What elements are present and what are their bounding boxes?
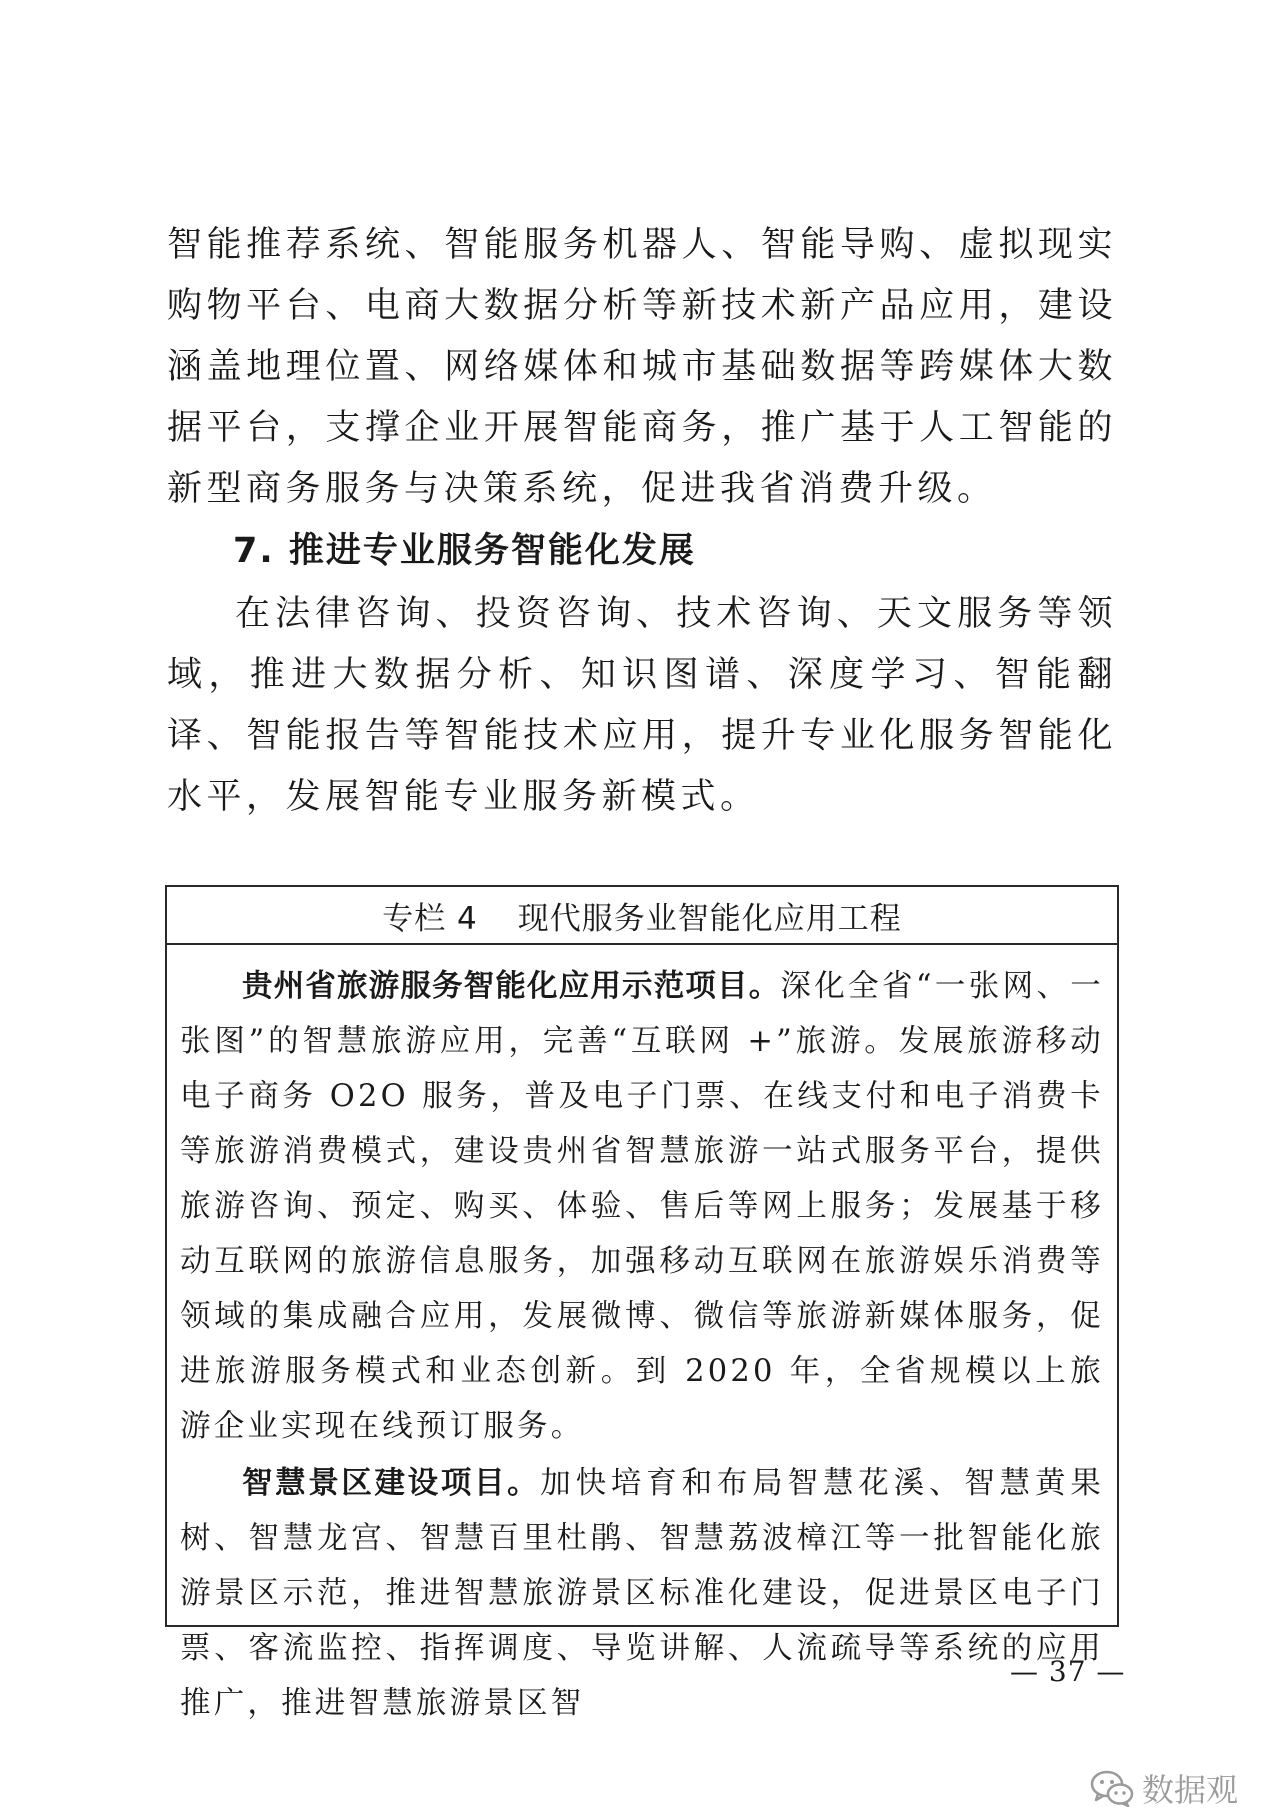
column-title-text: 现代服务业智能化应用工程 (517, 900, 902, 937)
watermark (1090, 1765, 1238, 1811)
paragraph-consumption: 智能推荐系统、智能服务机器人、智能导购、虚拟现实购物平台、电商大数据分析等新技术新产品应用，建设涵盖地理位置、网络媒体和城市基础数据等跨媒体大数据平台，支撑企业开展智能商务，推广基于人工智能的新型商务服务与决策系统，促进我省消费升级。 (167, 225, 1117, 509)
tourism-project-paragraph (180, 959, 1104, 1454)
tourism-project-lead: 贵州省旅游服务智能化应用示范项目。 (242, 969, 781, 1004)
column-box-body (167, 945, 1117, 1731)
wechat-icon (1090, 1769, 1134, 1807)
watermark-text: 数据观 (1142, 1771, 1239, 1809)
scenic-project-lead: 智慧景区建设项目。 (242, 1466, 541, 1501)
page-number: — 37 — (1010, 1655, 1126, 1688)
paragraph-professional-services: 在法律咨询、投资咨询、技术咨询、天文服务等领域，推进大数据分析、知识图谱、深度学习、智能翻译、智能报告等智能技术应用，提升专业化服务智能化水平，发展智能专业服务新模式。 (167, 594, 1117, 817)
column-label: 专栏 4 (382, 900, 478, 937)
section-heading-7: 7. 推进专业服务智能化发展 (233, 531, 696, 571)
scenic-project-text: 加快培育和布局智慧花溪、智慧黄果树、智慧龙宫、智慧百里杜鹃、智慧荔波樟江等一批智能化旅游景区示范，推进智慧旅游景区标准化建设，促进景区电子门票、客流监控、指挥调度、导览讲解、人流疏导等系统的应用推广，推进智慧旅游景区智 (180, 1466, 1105, 1721)
scenic-project-paragraph (180, 1456, 1104, 1731)
column-box-title (167, 887, 1117, 945)
tourism-project-text: 深化全省“一张网、一张图”的智慧旅游应用，完善“互联网 +”旅游。发展旅游移动电子商务 O2O 服务，普及电子门票、在线支付和电子消费卡等旅游消费模式，建设贵州省智慧旅游一站式服务平台，提供旅游咨询、预定、购买、体验、售后等网上服务；发展基于移动互联网的旅游信息服务，加强移动互联网在旅游娱乐消费等领域的集成融合应用，发展微博、微信等旅游新媒体服务，促进旅游服务模式和业态创新。到 2020 年，全省规模以上旅游企业实现在线预订服务。 (180, 969, 1105, 1444)
